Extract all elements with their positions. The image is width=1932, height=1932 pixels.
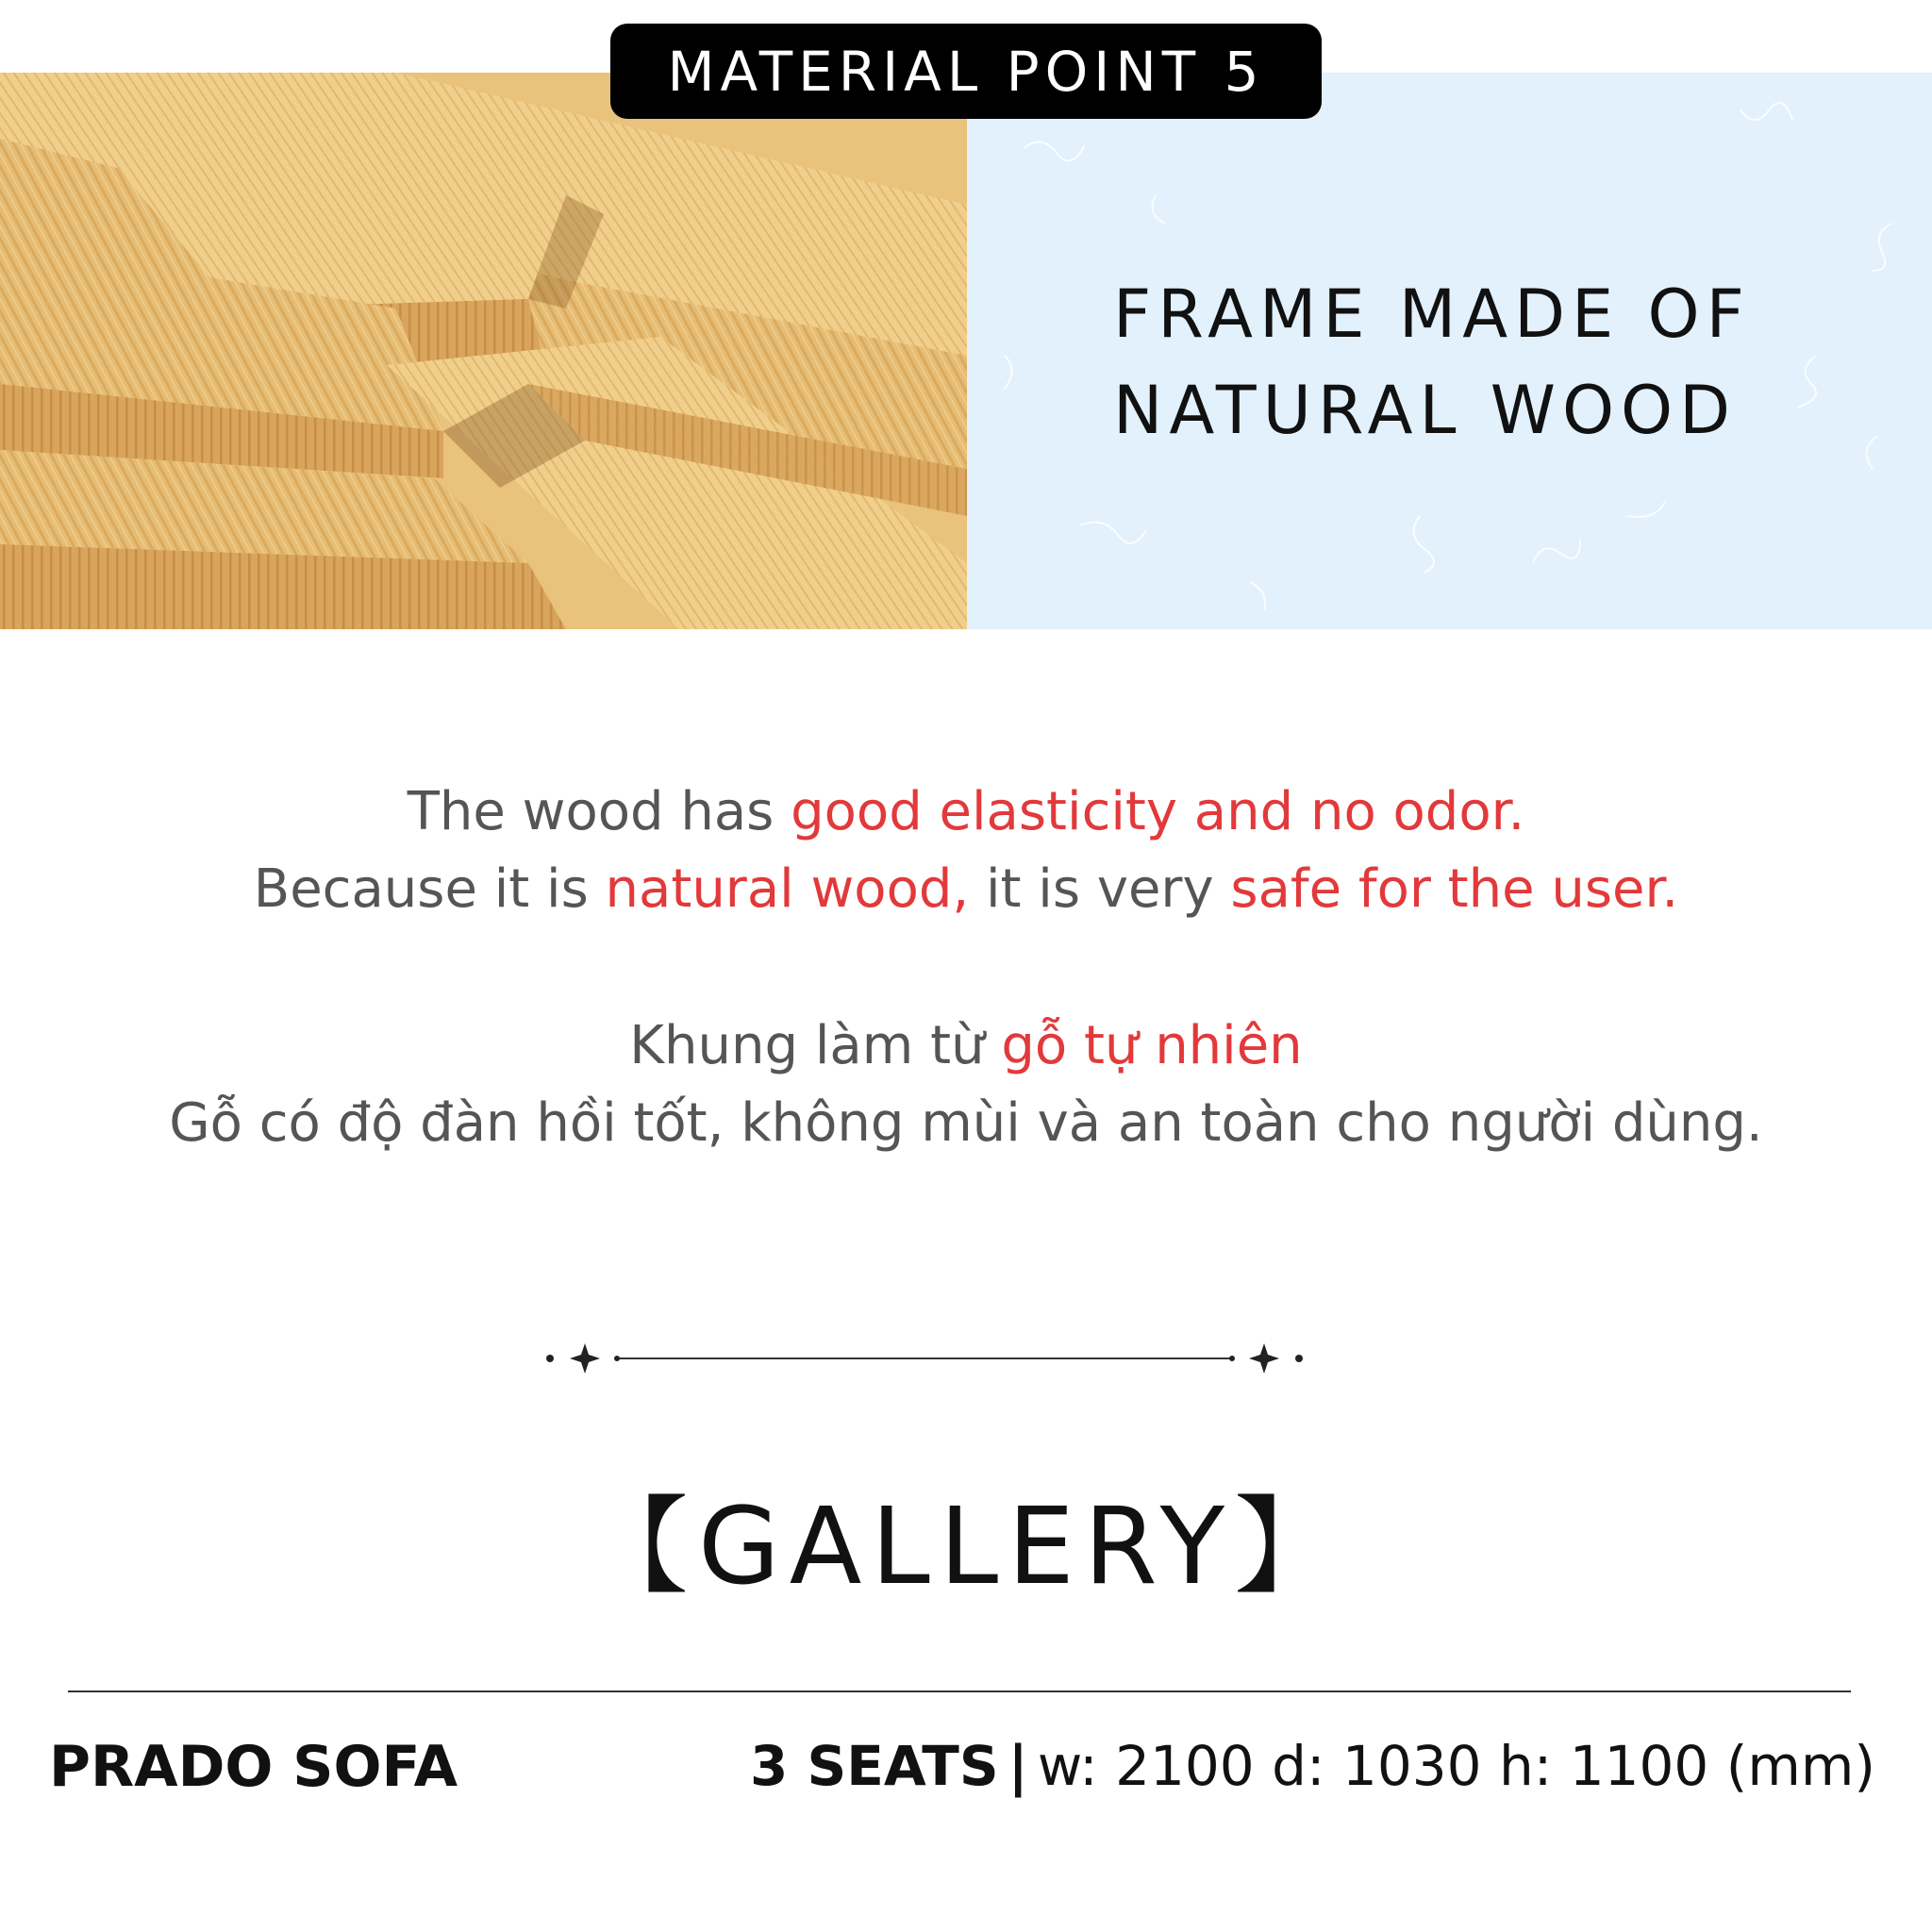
vietnamese-line-1 <box>0 1008 1932 1085</box>
english-line-2-highlight-1: natural wood, <box>605 858 970 920</box>
vietnamese-line-1-text: Khung làm từ <box>629 1015 1002 1076</box>
headline-line-1: FRAME MADE OF <box>1113 275 1751 353</box>
vietnamese-line-1-highlight: gỗ tự nhiên <box>1001 1015 1303 1076</box>
headline-panel <box>967 73 1932 629</box>
wood-planks-image <box>0 73 967 629</box>
sparkle-divider <box>538 1340 1311 1377</box>
english-line-2 <box>0 851 1932 928</box>
vietnamese-line-2: Gỗ có độ đàn hồi tốt, không mùi và an toàn cho người dùng. <box>169 1092 1763 1154</box>
english-line-1-text: The wood has <box>407 781 791 842</box>
hero-banner <box>0 73 1932 629</box>
footer-divider <box>68 1690 1851 1692</box>
material-point-badge: MATERIAL POINT 5 <box>610 24 1322 119</box>
gallery-heading: 【GALLERY】 <box>582 1486 1350 1608</box>
product-specs <box>750 1734 1875 1798</box>
english-line-2-highlight-2: safe for the user. <box>1230 858 1679 920</box>
spec-separator: | <box>1008 1734 1028 1798</box>
english-line-2-text-1: Because it is <box>253 858 606 920</box>
product-name: PRADO SOFA <box>49 1734 458 1800</box>
english-description <box>0 774 1932 928</box>
english-line-1-highlight: good elasticity and no odor. <box>791 781 1525 842</box>
vietnamese-description <box>0 1008 1932 1162</box>
english-line-2-text-2: it is very <box>969 858 1231 920</box>
english-line-1 <box>0 774 1932 851</box>
dimensions: w: 2100 d: 1030 h: 1100 (mm) <box>1037 1734 1875 1798</box>
seat-count: 3 SEATS <box>749 1734 999 1798</box>
headline-line-2: NATURAL WOOD <box>1113 372 1738 449</box>
headline <box>1113 266 1751 458</box>
